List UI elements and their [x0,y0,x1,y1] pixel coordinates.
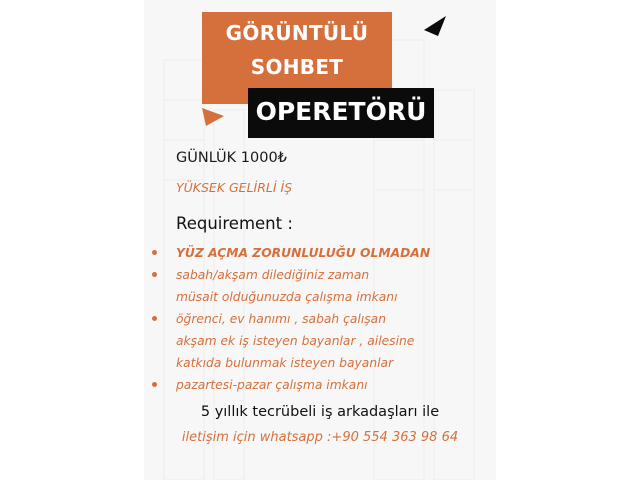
requirement-text: YÜZ AÇMA ZORUNLULUĞU OLMADAN [176,246,431,260]
requirement-text: sabah/akşam dilediğiniz zaman müsait olduğunuzda çalışma imkanı [176,268,398,304]
triangle-decoration-left-icon [202,108,224,126]
title-line-1: GÖRÜNTÜLÜ [225,21,369,45]
bullet-dot-icon [152,382,157,387]
income-note-text: YÜKSEK GELİRLİ İŞ [176,180,293,195]
requirement-item [152,264,482,308]
title-black-box [248,88,434,138]
bullet-dot-icon [152,316,157,321]
job-ad-poster [144,0,496,480]
requirement-item [152,308,482,374]
title-line-2: SOHBET [250,55,344,79]
requirement-text: pazartesi-pazar çalışma imkanı [176,378,368,392]
whatsapp-contact: iletişim için whatsapp :+90 554 363 98 64 [181,430,459,445]
bullet-dot-icon [152,250,157,255]
experience-note: 5 yıllık tecrübeli iş arkadaşları ile [200,404,440,420]
requirement-text: öğrenci, ev hanımı , sabah çalışan akşam ek iş isteyen bayanlar , ailesine katkıda bulunmak isteyen bayanlar [176,312,415,370]
daily-pay-text: GÜNLÜK 1000₺ [176,150,287,166]
triangle-decoration-top-icon [424,16,446,36]
title-line-3: OPERETÖRÜ [255,97,427,126]
requirements-heading: Requirement : [176,214,293,233]
bullet-dot-icon [152,272,157,277]
